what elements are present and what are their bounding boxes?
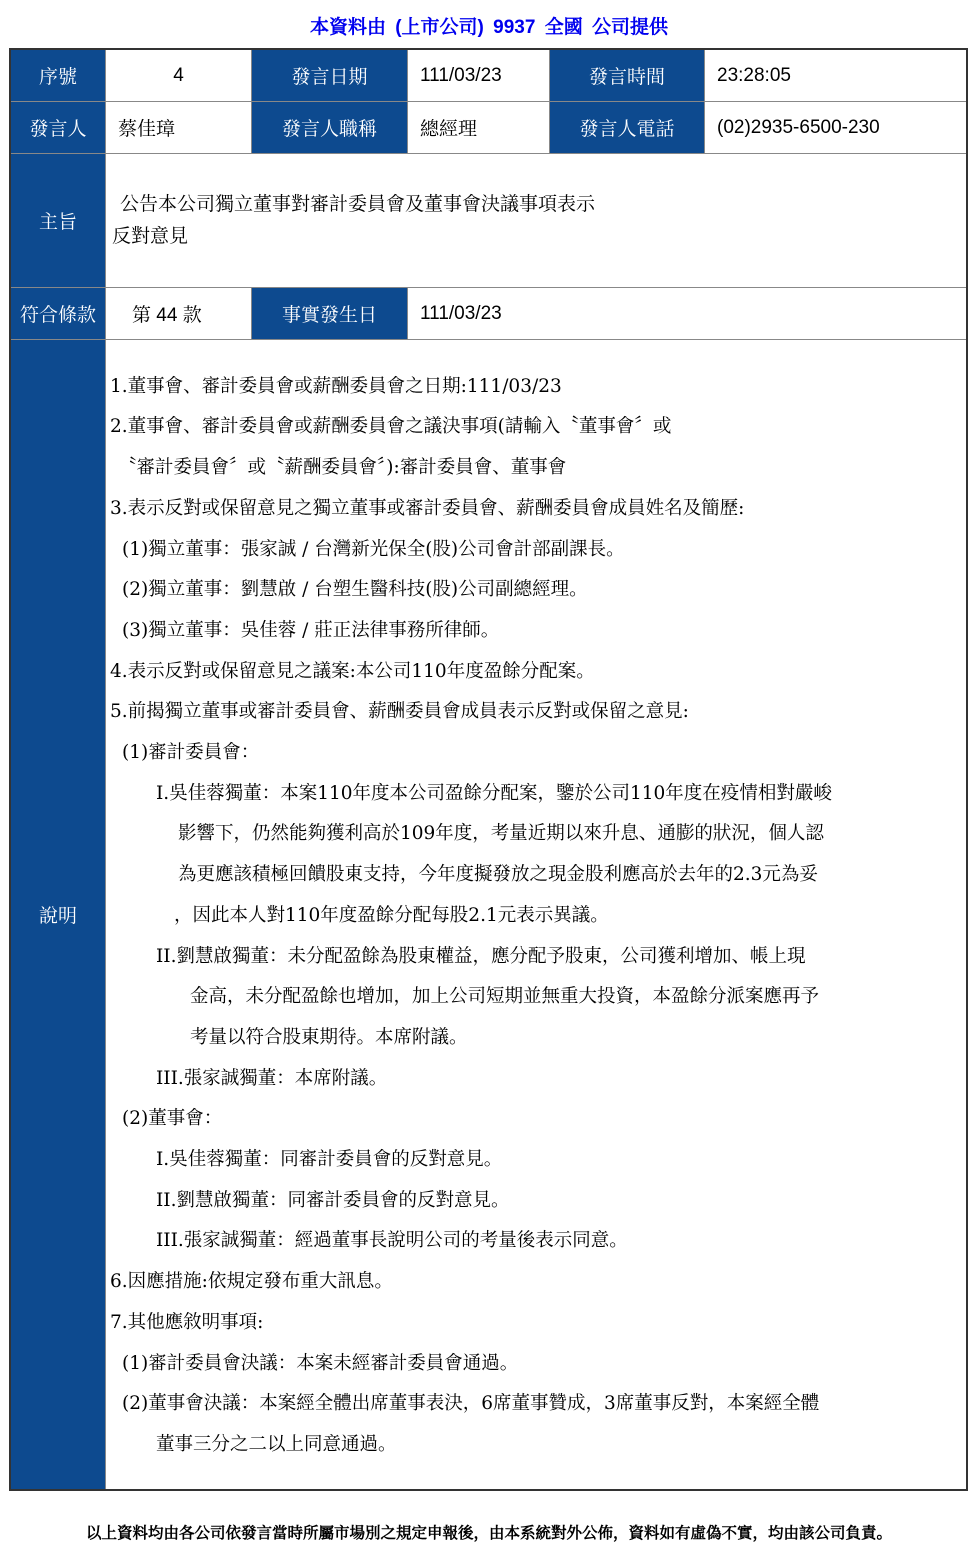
speaker-label: 發言人 [11,102,106,154]
header-suffix: 公司提供 [592,17,669,38]
desc-line: (3)獨立董事：吳佳蓉 / 莊正法律事務所律師。 [122,620,500,641]
header-company: 全國 [544,17,583,38]
desc-line: III.張家誠獨董：經過董事長說明公司的考量後表示同意。 [156,1230,628,1251]
source-header [0,12,978,39]
clause-value: 第 44 款 [106,288,252,340]
description-label: 說明 [11,340,106,1489]
desc-line: 2.董事會、審計委員會或薪酬委員會之議決事項(請輸入〝董事會〞或 [110,416,672,437]
disclaimer-footer: 以上資料均由各公司依發言當時所屬市場別之規定申報後，由本系統對外公佈，資料如有虛偽不實，均由該公司負責。 [85,1525,892,1542]
seq-label: 序號 [11,50,106,102]
subject-label: 主旨 [11,154,106,288]
desc-line: 影響下，仍然能夠獲利高於109年度，考量近期以來升息、通膨的狀況，個人認 [178,823,824,844]
desc-line: II.劉慧啟獨董：同審計委員會的反對意見。 [156,1190,510,1211]
date-value: 111/03/23 [408,50,550,102]
desc-line: (2)董事會： [122,1108,223,1129]
desc-line: 為更應該積極回饋股東支持，今年度擬發放之現金股利應高於去年的2.3元為妥 [178,864,818,885]
phone-value: (02)2935-6500-230 [705,102,966,154]
fact-date-value: 111/03/23 [408,288,966,340]
desc-line: II.劉慧啟獨董：未分配盈餘為股東權益，應分配予股東，公司獲利增加、帳上現 [156,946,806,967]
subject-line-2: 反對意見 [112,225,189,247]
desc-line: (2)獨立董事：劉慧啟 / 台塑生醫科技(股)公司副總經理。 [122,579,588,600]
desc-line: ，因此本人對110年度盈餘分配每股2.1元表示異議。 [174,905,609,926]
description-body [106,340,966,1489]
desc-line: 1.董事會、審計委員會或薪酬委員會之日期:111/03/23 [110,376,562,397]
fact-date-label: 事實發生日 [252,288,408,340]
announcement-table [9,48,968,1491]
desc-line: I.吳佳蓉獨董：同審計委員會的反對意見。 [156,1149,503,1170]
header-market: (上市公司) [395,17,484,38]
desc-line: (1)獨立董事：張家誠 / 台灣新光保全(股)公司會計部副課長。 [122,539,625,560]
phone-label: 發言人電話 [550,102,705,154]
clause-label: 符合條款 [11,288,106,340]
desc-line: 4.表示反對或保留意見之議案:本公司110年度盈餘分配案。 [110,661,595,682]
desc-line: (1)審計委員會決議：本案未經審計委員會通過。 [122,1353,519,1374]
desc-line: 〝審計委員會〞或〝薪酬委員會〞):審計委員會、董事會 [118,457,567,478]
header-prefix: 本資料由 [309,17,386,38]
desc-line: 6.因應措施:依規定發布重大訊息。 [110,1271,393,1292]
date-label: 發言日期 [252,50,408,102]
desc-line: 考量以符合股東期待。本席附議。 [190,1027,468,1048]
subject-line-1: 公告本公司獨立董事對審計委員會及董事會決議事項表示 [120,193,596,215]
desc-line: 金高，未分配盈餘也增加，加上公司短期並無重大投資，本盈餘分派案應再予 [190,986,820,1007]
speaker-title-value: 總經理 [408,102,550,154]
speaker-value: 蔡佳璋 [106,102,252,154]
seq-value: 4 [106,50,252,102]
desc-line: 董事三分之二以上同意通過。 [156,1434,397,1455]
subject-value [106,154,966,288]
desc-line: I.吳佳蓉獨董：本案110年度本公司盈餘分配案，鑒於公司110年度在疫情相對嚴峻 [156,783,832,804]
speaker-title-label: 發言人職稱 [252,102,408,154]
header-code: 9937 [493,17,536,38]
time-value: 23:28:05 [705,50,966,102]
desc-line: 7.其他應敘明事項: [110,1312,264,1333]
desc-line: (2)董事會決議：本案經全體出席董事表決，6席董事贊成，3席董事反對，本案經全體 [122,1393,820,1414]
desc-line: 3.表示反對或保留意見之獨立董事或審計委員會、薪酬委員會成員姓名及簡歷: [110,498,745,519]
desc-line: III.張家誠獨董：本席附議。 [156,1068,388,1089]
desc-line: (1)審計委員會： [122,742,260,763]
time-label: 發言時間 [550,50,705,102]
desc-line: 5.前揭獨立董事或審計委員會、薪酬委員會成員表示反對或保留之意見: [110,701,689,722]
